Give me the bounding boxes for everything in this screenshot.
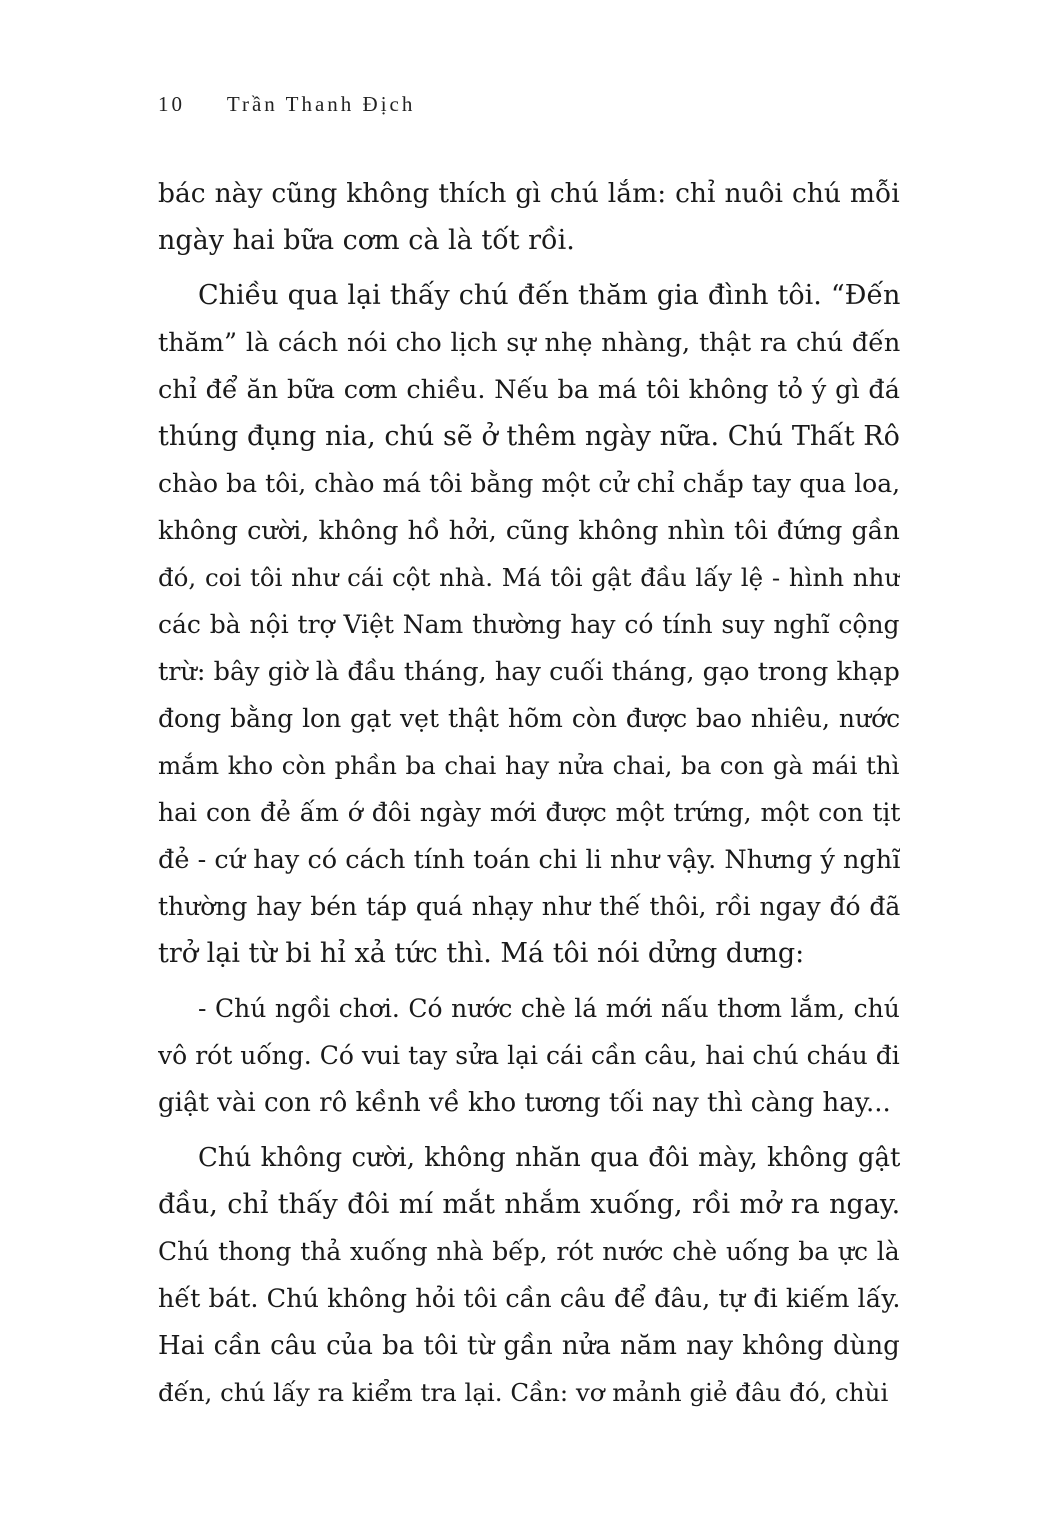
text-line: thúng đụng nia, chú sẽ ở thêm ngày nữa. Chú Thất Rô — [158, 421, 900, 452]
text-line: hết bát. Chú không hỏi tôi cần câu để đâu, tự đi kiếm lấy. — [158, 1284, 900, 1314]
text-line: thăm” là cách nói cho lịch sự nhẹ nhàng, thật ra chú đến — [158, 328, 900, 358]
text-line: chào ba tôi, chào má tôi bằng một cử chỉ chắp tay qua loa, — [158, 469, 900, 498]
text-line: đến, chú lấy ra kiểm tra lại. Cần: vơ mảnh giẻ đâu đó, chùi — [158, 1378, 889, 1407]
text-line: không cười, không hồ hởi, cũng không nhìn tôi đứng gần — [158, 516, 900, 546]
running-head-author: Trần Thanh Địch — [226, 92, 416, 116]
text-line: Chiều qua lại thấy chú đến thăm gia đình tôi. “Đến — [198, 280, 900, 311]
text-line: Chú không cười, không nhăn qua đôi mày, không gật — [198, 1143, 900, 1173]
text-line: đó, coi tôi như cái cột nhà. Má tôi gật đầu lấy lệ - hình như — [158, 563, 900, 592]
text-line: các bà nội trợ Việt Nam thường hay có tính suy nghĩ cộng — [158, 610, 900, 639]
text-line: mắm kho còn phần ba chai hay nửa chai, ba con gà mái thì — [158, 751, 900, 780]
body-text — [158, 170, 900, 1416]
text-line: - Chú ngồi chơi. Có nước chè lá mới nấu thơm lắm, chú — [198, 994, 900, 1023]
text-line: ngày hai bữa cơm cà là tốt rồi. — [158, 225, 575, 256]
text-line: Chú thong thả xuống nhà bếp, rót nước chè uống ba ực là — [158, 1237, 900, 1266]
paragraph — [158, 1134, 900, 1416]
text-line: vô rót uống. Có vui tay sửa lại cái cần câu, hai chú cháu đi — [158, 1041, 900, 1070]
page-number: 10 — [158, 92, 185, 116]
paragraph — [158, 985, 900, 1126]
text-line: giật vài con rô kềnh về kho tương tối nay thì càng hay... — [158, 1088, 891, 1118]
text-line: hai con đẻ ấm ớ đôi ngày mới được một trứng, một con tịt — [158, 798, 900, 827]
text-line: chỉ để ăn bữa cơm chiều. Nếu ba má tôi không tỏ ý gì đá — [158, 375, 900, 405]
paragraph — [158, 272, 900, 977]
text-line: Hai cần câu của ba tôi từ gần nửa năm nay không dùng — [158, 1331, 900, 1361]
running-head — [158, 92, 415, 117]
text-line: đong bằng lon gạt vẹt thật hõm còn được bao nhiêu, nước — [158, 704, 900, 733]
paragraph — [158, 170, 900, 264]
text-line: thường hay bén táp quá nhạy như thế thôi, rồi ngay đó đã — [158, 892, 900, 921]
text-line: đẻ - cứ hay có cách tính toán chi li như vậy. Nhưng ý nghĩ — [158, 845, 900, 875]
text-line: bác này cũng không thích gì chú lắm: chỉ nuôi chú mỗi — [158, 178, 900, 209]
text-line: trừ: bây giờ là đầu tháng, hay cuối tháng, gạo trong khạp — [158, 657, 900, 687]
text-line: đầu, chỉ thấy đôi mí mắt nhắm xuống, rồi mở ra ngay. — [158, 1189, 900, 1220]
text-line: trở lại từ bi hỉ xả tức thì. Má tôi nói dửng dưng: — [158, 938, 805, 969]
